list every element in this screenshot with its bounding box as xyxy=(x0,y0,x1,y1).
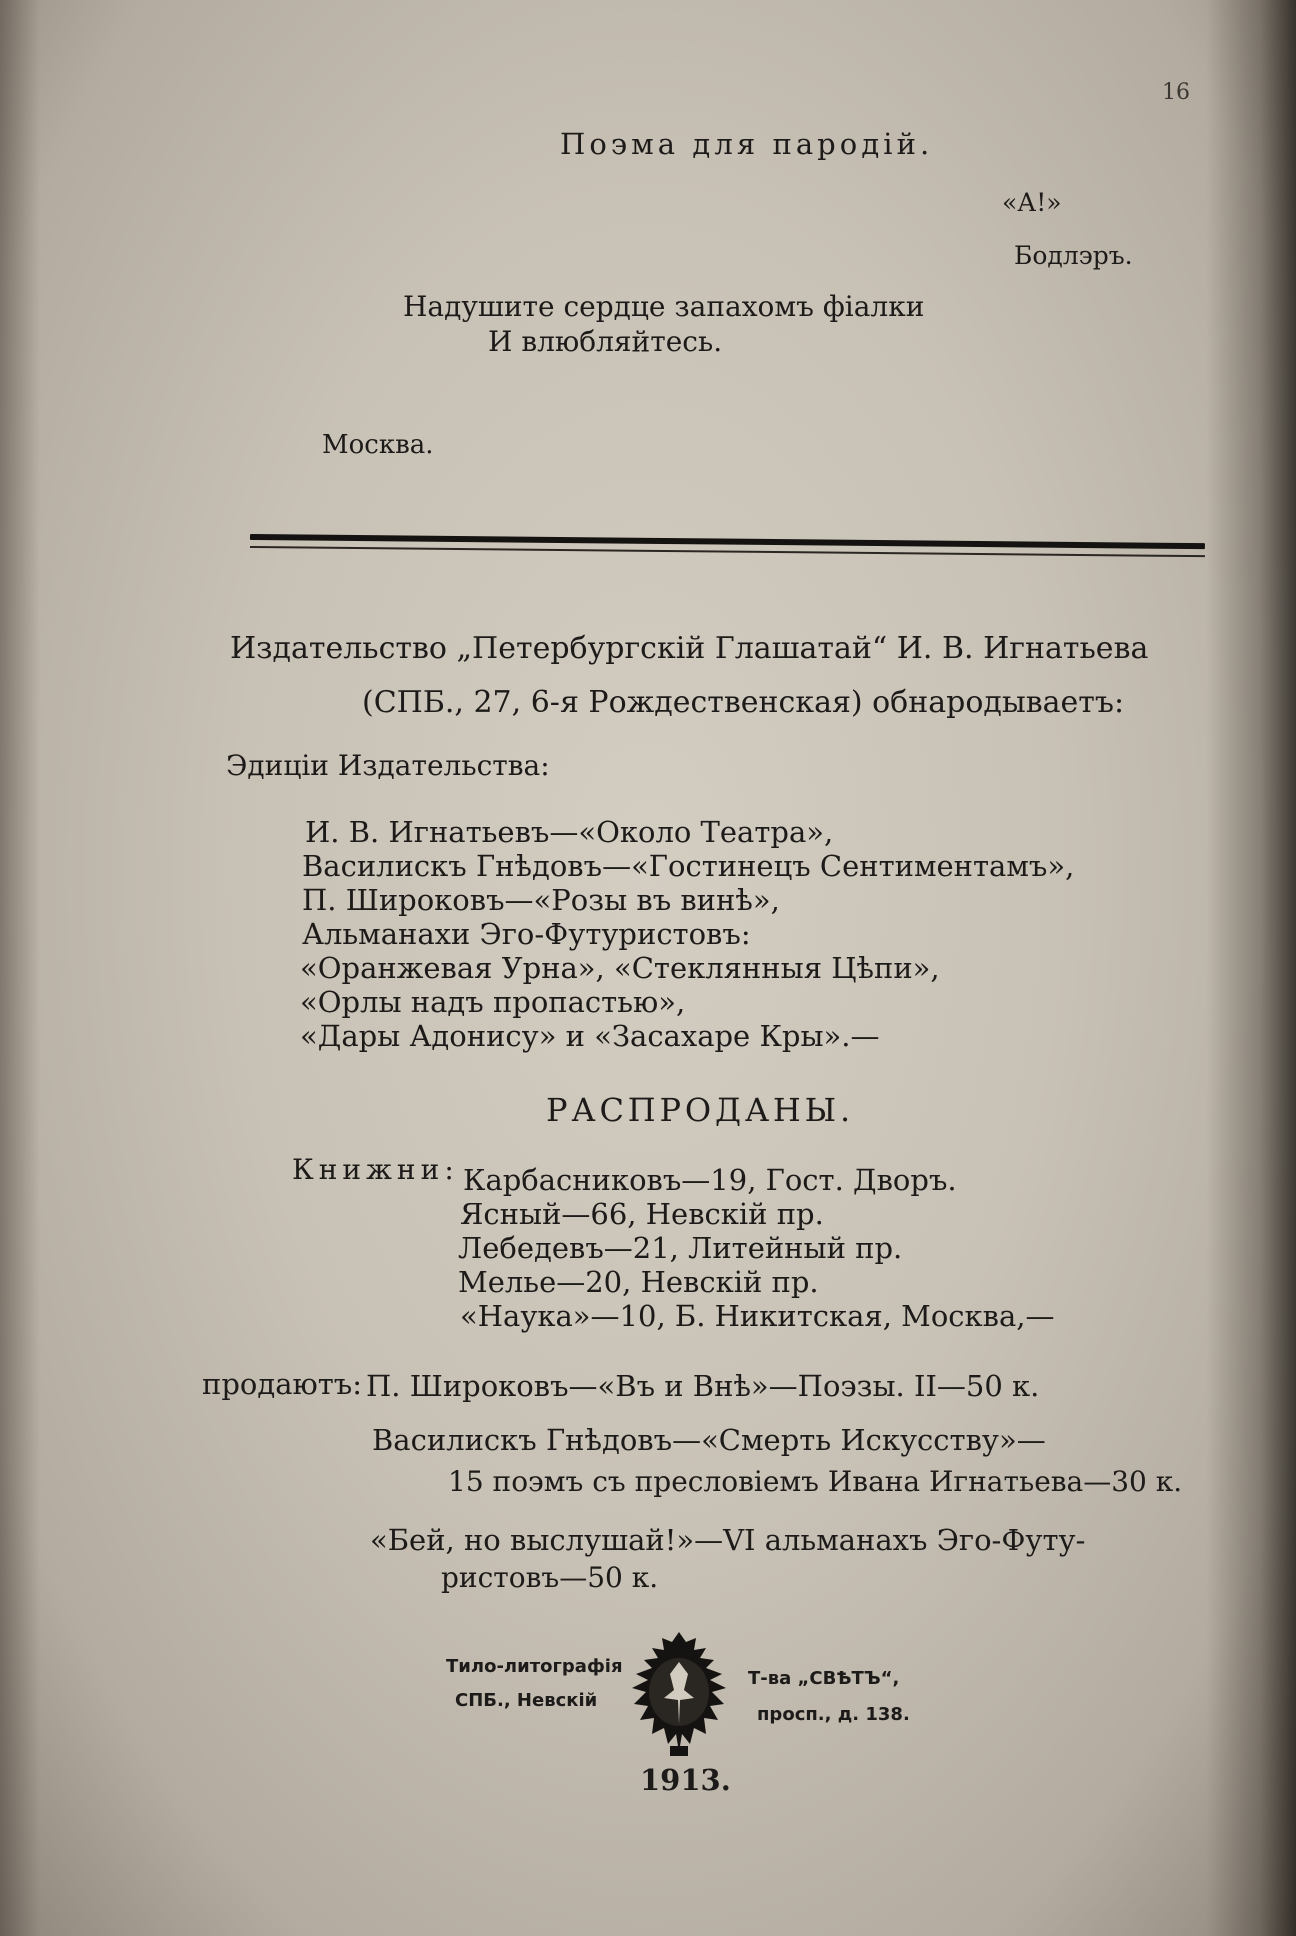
bookshop-item: Лебедевъ—21, Литейный пр. xyxy=(458,1231,903,1265)
edition-item: Альманахи Эго-Футуристовъ: xyxy=(302,917,751,951)
edition-item: П. Широковъ—«Розы въ винѣ», xyxy=(302,883,780,917)
bookshop-item: Ясный—66, Невскій пр. xyxy=(460,1197,824,1231)
coat-of-arms-emblem xyxy=(614,1628,744,1762)
imprint-right-line: просп., д. 138. xyxy=(757,1704,910,1725)
poem-line: И влюбляйтесь. xyxy=(488,325,723,358)
poem-place: Москва. xyxy=(322,430,434,460)
publisher-line: Издательство „Петербургскій Глашатай“ И. В. Игнатьева xyxy=(230,631,1149,666)
epigraph-author: Бодлэръ. xyxy=(1014,241,1133,270)
poem-line: Надушите сердце запахомъ фіалки xyxy=(403,290,925,323)
poem-title: Поэма для пародій. xyxy=(560,127,934,161)
bookshop-item: Мелье—20, Невскій пр. xyxy=(458,1265,819,1299)
edition-item: «Оранжевая Урна», «Стеклянныя Цѣпи», xyxy=(300,951,940,985)
page-number: 16 xyxy=(1162,80,1190,105)
for-sale-label: продаютъ: xyxy=(202,1367,363,1401)
publisher-address: (СПБ., 27, 6-я Рождественская) обнародываетъ: xyxy=(362,685,1125,720)
edition-item: «Дары Адонису» и «Засахаре Кры».— xyxy=(300,1019,880,1053)
edition-item: И. В. Игнатьевъ—«Около Театра», xyxy=(305,815,834,849)
imprint-right-line: Т-ва „СВѢТЪ“, xyxy=(748,1668,900,1689)
for-sale-item: «Бей, но выслушай!»—VI альманахъ Эго-Футу- xyxy=(370,1523,1086,1557)
bookshop-item: «Наука»—10, Б. Никитская, Москва,— xyxy=(460,1299,1055,1333)
for-sale-item-continued: ристовъ—50 к. xyxy=(441,1561,659,1594)
edition-item: «Орлы надъ пропастью», xyxy=(300,985,686,1019)
edition-item: Василискъ Гнѣдовъ—«Гостинецъ Сентиментамъ», xyxy=(302,849,1075,883)
for-sale-item: П. Широковъ—«Въ и Внѣ»—Поэзы. II—50 к. xyxy=(366,1369,1040,1403)
publication-year: 1913. xyxy=(640,1763,731,1797)
for-sale-item: Василискъ Гнѣдовъ—«Смерть Искусству»— xyxy=(372,1423,1046,1457)
bookshop-item: Карбасниковъ—19, Гост. Дворъ. xyxy=(463,1163,957,1197)
imprint-left-line: Тило-литографія xyxy=(446,1656,623,1677)
bookshops-label: Книжни: xyxy=(292,1153,459,1186)
editions-heading: Эдиціи Издательства: xyxy=(226,749,550,782)
epigraph: «А!» xyxy=(1002,188,1062,217)
for-sale-item-continued: 15 поэмъ съ пресловіемъ Ивана Игнатьева—30 к. xyxy=(448,1465,1183,1498)
imprint-left-line: СПБ., Невскій xyxy=(455,1690,598,1711)
sold-out-heading: РАСПРОДАНЫ. xyxy=(546,1091,854,1129)
